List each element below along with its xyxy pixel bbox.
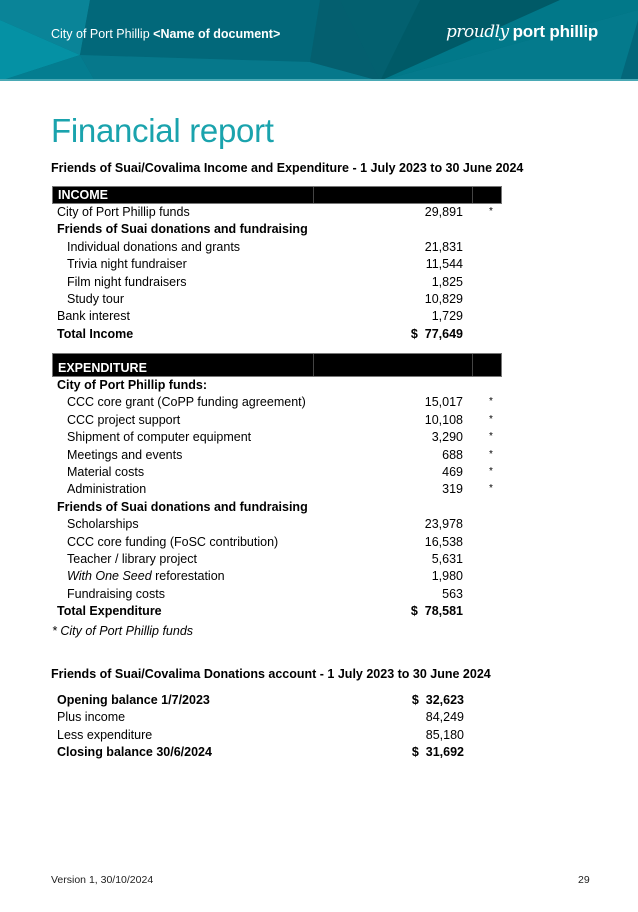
logo-script-text: proudly (446, 22, 509, 42)
table-row (52, 412, 502, 429)
table-row (52, 394, 502, 411)
row-label: CCC core funding (FoSC contribution) (67, 534, 279, 549)
row-label: Shipment of computer equipment (67, 430, 252, 445)
row-label: CCC core grant (CoPP funding agreement) (67, 395, 306, 410)
row-label: Meetings and events (67, 447, 183, 462)
table-row (52, 481, 502, 498)
column-divider (472, 187, 473, 203)
footnote-marker: * (489, 396, 493, 408)
row-amount: 85,180 (425, 727, 464, 742)
version-text: Version 1, 30/10/2024 (51, 874, 154, 886)
document-header-title (51, 27, 280, 41)
income-header-label: INCOME (58, 188, 108, 202)
row-amount: 11,544 (425, 257, 463, 272)
org-name: City of Port Phillip (51, 27, 150, 41)
table-row (52, 256, 502, 273)
row-label: Teacher / library project (67, 551, 197, 566)
row-label: City of Port Phillip funds: (57, 378, 207, 392)
expenditure-table (52, 353, 502, 620)
footnote-marker: * (489, 448, 493, 460)
donations-account-heading: Friends of Suai/Covalima Donations account - 1 July 2023 to 30 June 2024 (51, 667, 491, 681)
opening-balance-row (52, 692, 502, 709)
table-row (52, 568, 502, 585)
closing-balance-row (52, 744, 502, 761)
row-amount: 10,108 (424, 412, 463, 427)
footnote-marker: * (489, 431, 493, 443)
income-header (52, 186, 502, 204)
row-amount: 1,729 (431, 309, 463, 324)
row-amount: $ 31,692 (411, 745, 464, 760)
row-label: Scholarships (67, 517, 139, 532)
total-expenditure-row (52, 603, 502, 620)
column-divider (472, 354, 473, 376)
income-table (52, 186, 502, 343)
expenditure-header-label: EXPENDITURE (58, 361, 147, 375)
table-row (52, 204, 502, 221)
table-row (52, 239, 502, 256)
table-row (52, 447, 502, 464)
row-label: Opening balance 1/7/2023 (57, 693, 210, 707)
row-label: Fundraising costs (67, 586, 165, 601)
footnote-marker: * (489, 413, 493, 425)
logo-brand-text: port phillip (512, 22, 599, 41)
table-row (52, 516, 502, 533)
footnote: * City of Port Phillip funds (52, 624, 194, 638)
donations-account-table (52, 692, 502, 762)
plus-income-row (52, 709, 502, 726)
row-amount: 29,891 (424, 205, 463, 219)
document-name: <Name of document> (153, 27, 281, 41)
table-row (52, 534, 502, 551)
table-row (52, 377, 502, 394)
expenditure-header (52, 353, 502, 377)
table-row (52, 551, 502, 568)
row-amount: 1,980 (431, 569, 463, 584)
row-label: Trivia night fundraiser (67, 257, 187, 272)
row-amount: 10,829 (424, 291, 463, 306)
row-amount: 563 (442, 586, 463, 601)
table-row (52, 291, 502, 308)
row-amount: 21,831 (424, 239, 463, 254)
row-label: Less expenditure (57, 727, 153, 742)
footnote-marker: * (489, 206, 493, 217)
row-amount: 469 (442, 464, 463, 479)
row-amount: 319 (442, 482, 463, 497)
page-title: Financial report (51, 112, 274, 149)
row-label: Friends of Suai donations and fundraising (57, 222, 308, 237)
table-row (52, 429, 502, 446)
italic-label-part: With One Seed (67, 569, 152, 584)
row-label (67, 568, 225, 585)
table-row (52, 308, 502, 325)
row-amount: $ 32,623 (411, 693, 464, 707)
row-label: Study tour (67, 291, 124, 306)
row-amount: $ 77,649 (410, 326, 463, 341)
table-row (52, 464, 502, 481)
row-label: Individual donations and grants (67, 239, 241, 254)
table-row (52, 586, 502, 603)
row-amount: 16,538 (424, 534, 463, 549)
total-income-row (52, 326, 502, 343)
row-amount: 688 (442, 447, 463, 462)
income-expenditure-heading: Friends of Suai/Covalima Income and Expenditure - 1 July 2023 to 30 June 2024 (51, 161, 524, 175)
row-label: Closing balance 30/6/2024 (57, 745, 212, 760)
table-row (52, 221, 502, 238)
row-label: City of Port Phillip funds (57, 205, 190, 219)
table-row (52, 499, 502, 516)
header-banner (0, 0, 638, 81)
row-amount: 15,017 (424, 395, 463, 410)
row-amount: 3,290 (431, 430, 463, 445)
row-label: CCC project support (67, 412, 181, 427)
row-amount: 84,249 (425, 710, 464, 725)
row-label: Film night fundraisers (67, 274, 187, 289)
row-label: Material costs (67, 464, 145, 479)
footnote-marker: * (489, 465, 493, 477)
row-label: Administration (67, 482, 147, 497)
less-expenditure-row (52, 727, 502, 744)
table-row (52, 274, 502, 291)
row-label: Plus income (57, 710, 126, 725)
row-amount: $ 78,581 (410, 604, 463, 619)
row-label: Total Expenditure (57, 604, 162, 619)
column-divider (313, 354, 314, 376)
row-label: Bank interest (57, 309, 130, 324)
row-label: Friends of Suai donations and fundraising (57, 499, 308, 514)
label-part: reforestation (151, 569, 225, 584)
row-amount: 23,978 (424, 517, 463, 532)
footnote-marker: * (489, 483, 493, 495)
column-divider (313, 187, 314, 203)
page-number: 29 (578, 874, 590, 886)
proudly-port-phillip-logo (446, 22, 598, 42)
row-amount: 5,631 (431, 551, 463, 566)
row-label: Total Income (57, 326, 134, 341)
row-amount: 1,825 (431, 274, 463, 289)
